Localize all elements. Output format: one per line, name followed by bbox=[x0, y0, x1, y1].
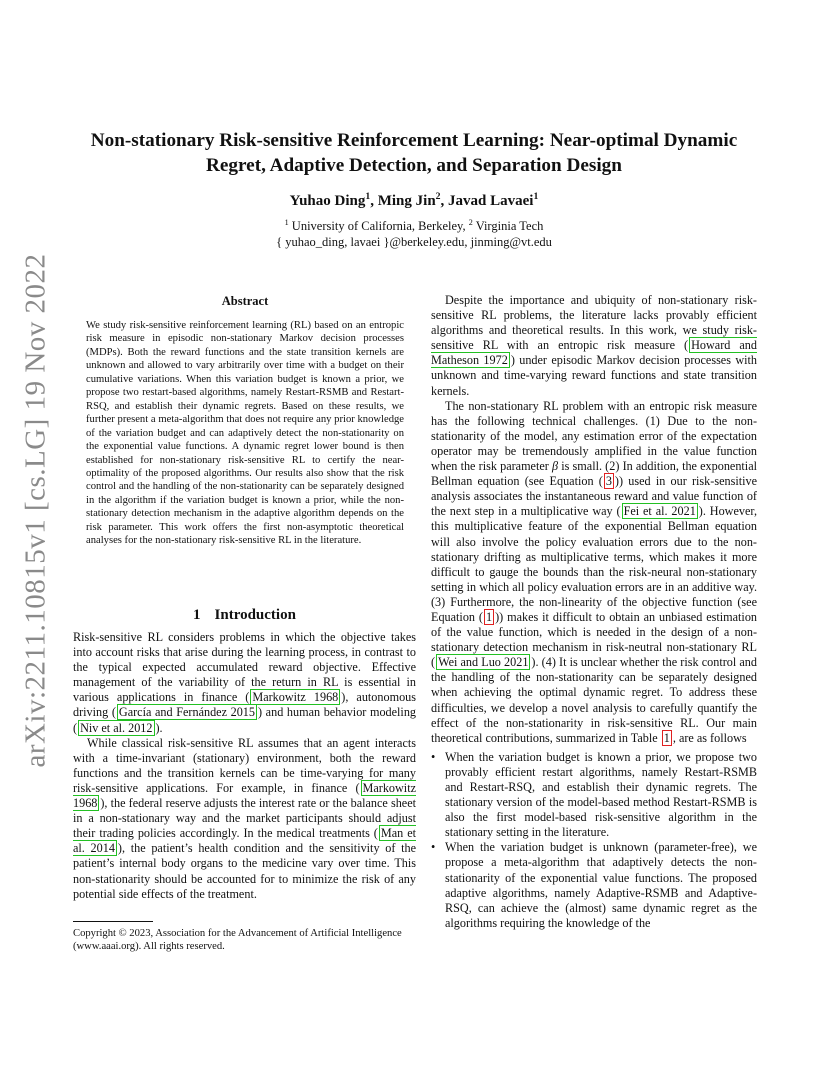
author-list: Yuhao Ding$^1$, Ming Jin$^2$, Javad Lavaei$^1$ bbox=[289, 191, 539, 209]
abstract-heading: Abstract bbox=[221, 294, 269, 308]
citation-link[interactable]: Wei and Luo 2021 bbox=[438, 655, 529, 670]
bullet-icon: • bbox=[431, 749, 436, 764]
bullet-icon: • bbox=[431, 840, 436, 855]
author-emails: { yuhao_ding, lavaei }@berkeley.edu, jinming@vt.edu bbox=[276, 235, 552, 249]
citation-link[interactable]: Niv et al. 2012 bbox=[80, 720, 153, 735]
author-name: Yuhao Ding bbox=[289, 193, 366, 209]
intro-paragraph: The non-stationary RL problem with an entropic risk measure has the following technical challenges. (1) Due to the non-stationarity of the model, any estimation error of the expectation operator may be tremendously amplified in the value function when the risk parameter β is small. (2) In addition, the exponential Bellman equation (see Equation ( 3 )) used in our risk-sensitive analysis associates the instantaneous reward and value function of the next step in a multiplicative way ( Fei et al. 2021 ). However, this multiplicative feature of the exponential Bellman equation will also involve the policy evaluation errors due to the non-stationary drifting as multiplicative terms, which makes it more difficult to gauge the bounds than the risk-neural non-stationary setting in which all policy evaluation errors are in an additive way. (3) Furthermore, the non-linearity of the objective function (see Equation ( 1 )) makes it difficult to obtain an unbiased estimation of the value function, which is needed in the design of a non-stationary detection mechanism in risk-neutral non-stationary RL ( Wei and Luo 2021 ). (4) It is unclear whether the risk control and the handling of the non-stationarity can be separately designed when achieving the optimal dynamic regret. To address these difficulties, we develop a novel analysis to carefully quantify the effect of the non-stationarity in risk-sensitive RL. Our main theoretical contributions, summarized in Table 1 , are as follows bbox=[431, 398, 758, 745]
affiliations bbox=[74, 218, 754, 250]
arxiv-identifier-stamp bbox=[16, 252, 56, 768]
equation-ref-link[interactable]: 1 bbox=[485, 609, 493, 624]
copyright-footnote: Copyright © 2023, Association for the Advancement of Artificial Intelligence (www.aaai.org). All rights reserved. bbox=[73, 928, 402, 953]
author-affil-mark: 2 bbox=[435, 191, 441, 202]
section-title: Introduction bbox=[214, 607, 296, 623]
beta-symbol: β bbox=[552, 459, 559, 474]
footnote-divider bbox=[73, 921, 153, 922]
equation-ref-link[interactable]: 3 bbox=[605, 474, 612, 489]
left-column-body bbox=[73, 630, 416, 902]
citation-link[interactable]: Man et al. 2014 bbox=[73, 826, 416, 856]
list-item: • When the variation budget is known a prior, we propose two provably efficient restart algorithms, namely Restart-RSMB and Restart-RSQ, and establish their dynamic regrets. The stationary version of the model-based method Restart-RSMB is also the first model-based risk-sensitive algorithm in the stationary setting in the literature. bbox=[431, 749, 757, 840]
paper-title: Non-stationary Risk-sensitive Reinforcement Learning: Near-optimal Dynamic Regret, Adaptive Detection, and Separation Design bbox=[90, 130, 738, 176]
citation-link[interactable]: García and Fernández 2015 bbox=[118, 705, 255, 720]
author-name: Ming Jin bbox=[377, 193, 436, 209]
contribution-list bbox=[431, 750, 757, 931]
citation-link[interactable]: Fei et al. 2021 bbox=[623, 504, 696, 519]
list-item: • When the variation budget is unknown (parameter-free), we propose a meta-algorithm that adaptively detects the non-stationarity of the exponential value functions. The proposed adaptive algorithms, namely Adaptive-RSMB and Adaptive-RSQ, can achieve the (almost) same dynamic regret as the algorithms requiring the knowledge of the bbox=[431, 840, 757, 930]
citation-link[interactable]: Markowitz 1968 bbox=[252, 690, 339, 705]
author-name: Javad Lavaei bbox=[448, 193, 534, 209]
right-column-body bbox=[431, 293, 757, 931]
section-heading bbox=[73, 607, 416, 624]
author-affil-mark: 1 bbox=[365, 191, 371, 202]
author-affil-mark: 1 bbox=[533, 191, 539, 202]
arxiv-id-text: arXiv:2211.10815v1 [cs.LG] 19 Nov 2022 bbox=[19, 252, 52, 768]
affiliation-line: $^1$ University of California, Berkeley, $^2$ Virginia Tech bbox=[284, 217, 544, 233]
intro-paragraph: Despite the importance and ubiquity of non-stationary risk-sensitive RL problems, the literature lacks provably efficient algorithms and theoretical results. In this work, we study risk-sensitive RL with an entropic risk measure ( Howard and Matheson 1972 ) under episodic Markov decision processes with unknown and time-varying reward functions and state transition kernels. bbox=[431, 293, 757, 398]
intro-paragraph: Risk-sensitive RL considers problems in which the objective takes into account risks that arise during the learning process, in contrast to the typical expected accumulated reward objective. Effective management of the variability of the return in RL is essential in various applications in finance ( Markowitz 1968 ), autonomous driving ( García and Fernández 2015 ) and human behavior modeling ( Niv et al. 2012 ). bbox=[73, 630, 417, 735]
section-number: 1 bbox=[193, 607, 201, 623]
table-ref-link[interactable]: 1 bbox=[663, 730, 670, 745]
citation-link[interactable]: Howard and Matheson 1972 bbox=[431, 338, 757, 368]
intro-paragraph: While classical risk-sensitive RL assumes that an agent interacts with a time-invariant (stationary) environment, both the reward functions and the transition kernels can be time-varying for many risk-sensitive applications. For example, in finance ( Markowitz 1968 ), the federal reserve adjusts the interest rate or the balance sheet in a non-stationary way and the market participants should adjust their trading policies accordingly. In the medical treatments ( Man et al. 2014 ), the patient’s health condition and the sensitivity of the patient’s internal body organs to the medicine vary over time. This non-stationarity should be accounted for to minimize the risk of any potential side effects of the treatment. bbox=[73, 735, 416, 901]
abstract-body: We study risk-sensitive reinforcement learning (RL) based on an entropic risk measure in episodic non-stationary Markov decision processes (MDPs). Both the reward functions and the state transition kernels are unknown and allowed to vary arbitrarily over time with a budget on their cumulative variations. When this variation budget is known a prior, we propose two restart-based algorithms, namely Restart-RSMB and Restart-RSQ, and establish their dynamic regrets. Based on these results, we further present a meta-algorithm that does not require any prior knowledge of the variation budget and can adaptively detect the non-stationarity on the exponential value functions. A dynamic regret lower bound is then established for non-stationary risk-sensitive RL to certify the near-optimality of the proposed algorithms. Our results also show that the risk control and the handling of the non-stationarity can be separately designed in the algorithm if the variation budget is known a prior, while the non-stationary detection mechanism in the adaptive algorithm depends on the risk parameter. This work offers the first non-asymptotic theoretical analyses for the non-stationary risk-sensitive RL in the literature. bbox=[86, 320, 404, 547]
citation-link[interactable]: Markowitz 1968 bbox=[73, 780, 416, 811]
